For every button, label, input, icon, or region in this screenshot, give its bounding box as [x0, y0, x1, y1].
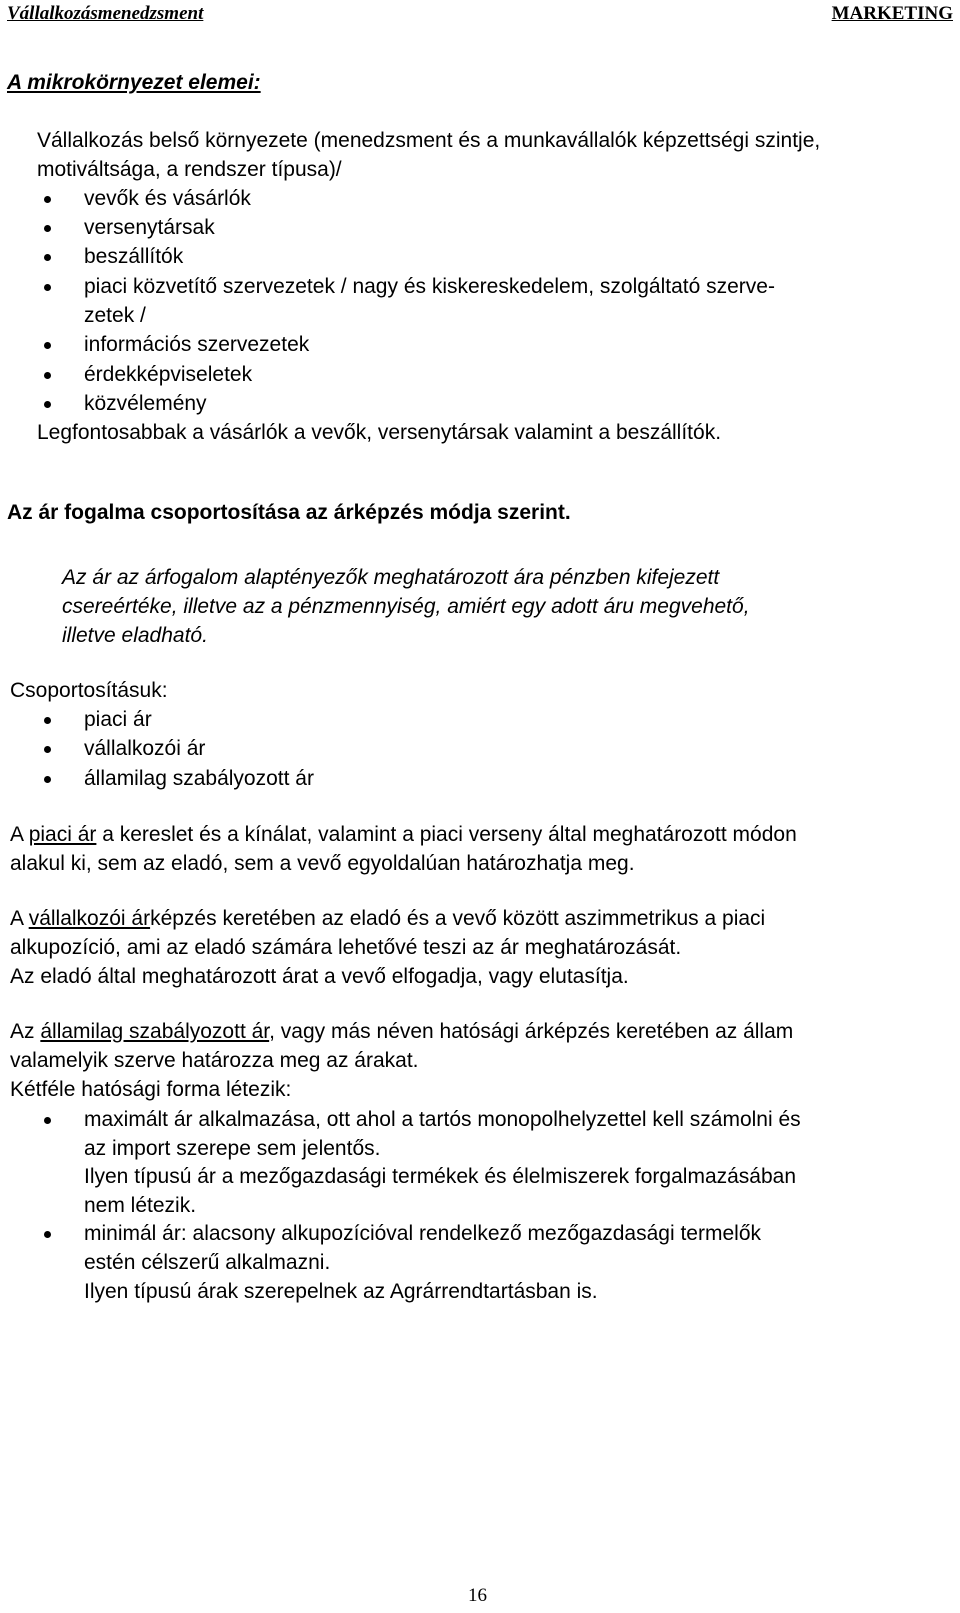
market-price-prefix: A	[10, 823, 29, 846]
form-item-line: maximált ár alkalmazása, ott ahol a tartós monopolhelyzettel kell számolni és	[84, 1108, 801, 1131]
group-item: államilag szabályozott ár	[84, 767, 314, 790]
group-item: vállalkozói ár	[84, 737, 206, 760]
market-price-line-2: alakul ki, sem az eladó, sem a vevő egyoldalúan határozhatja meg.	[10, 852, 635, 875]
form-item-line: az import szerepe sem jelentős.	[84, 1137, 381, 1160]
enterprise-price-term: vállalkozói ár	[28, 907, 151, 930]
micro-item: beszállítók	[84, 245, 184, 268]
bullet-icon	[44, 342, 51, 349]
form-item-line: nem létezik.	[84, 1194, 197, 1217]
price-definition-line-1: Az ár az árfogalom alaptényezők meghatározott ára pénzben kifejezett	[62, 566, 720, 589]
bullet-icon	[44, 1231, 51, 1238]
form-item-line: estén célszerű alkalmazni.	[84, 1251, 331, 1274]
form-item-line: minimál ár: alacsony alkupozícióval rendelkező mezőgazdasági termelők	[84, 1222, 761, 1245]
micro-intro-line-2: motiváltsága, a rendszer típusa)/	[37, 158, 342, 181]
micro-item-continuation: zetek /	[84, 304, 146, 327]
page-number: 16	[468, 1585, 487, 1606]
bullet-icon	[44, 717, 51, 724]
groups-label: Csoportosításuk:	[10, 679, 168, 702]
micro-item: érdekképviseletek	[84, 363, 253, 386]
micro-conclusion: Legfontosabbak a vásárlók a vevők, versenytársak valamint a beszállítók.	[37, 421, 722, 444]
bullet-icon	[44, 746, 51, 753]
section-heading-price: Az ár fogalma csoportosítása az árképzés módja szerint.	[7, 501, 571, 524]
bullet-icon	[44, 196, 51, 203]
forms-label: Kétféle hatósági forma létezik:	[10, 1078, 292, 1101]
section-heading-micro: A mikrokörnyezet elemei:	[7, 71, 261, 94]
enterprise-price-prefix: A	[10, 907, 29, 930]
bullet-icon	[44, 1117, 51, 1124]
state-price-line-2: valamelyik szerve határozza meg az árakat.	[10, 1049, 419, 1072]
bullet-icon	[44, 401, 51, 408]
enterprise-price-line-3: Az eladó által meghatározott árat a vevő elfogadja, vagy elutasítja.	[10, 965, 629, 988]
price-definition-line-2: csereértéke, illetve az a pénzmennyiség, amiért egy adott áru megvehető,	[62, 595, 750, 618]
micro-item: piaci közvetítő szervezetek / nagy és kiskereskedelem, szolgáltató szerve-	[84, 275, 775, 298]
state-price-line-1	[10, 1017, 793, 1047]
running-header	[7, 3, 953, 29]
group-item: piaci ár	[84, 708, 152, 731]
state-price-rest: , vagy más néven hatósági árképzés keretében az állam	[269, 1020, 794, 1043]
micro-item: információs szervezetek	[84, 333, 310, 356]
micro-item: versenytársak	[84, 216, 215, 239]
micro-item: vevők és vásárlók	[84, 187, 251, 210]
market-price-rest: a kereslet és a kínálat, valamint a piaci verseny által meghatározott módon	[96, 823, 797, 846]
market-price-line-1	[10, 820, 797, 850]
enterprise-price-line-1	[10, 904, 765, 934]
bullet-icon	[44, 776, 51, 783]
bullet-icon	[44, 284, 51, 291]
market-price-term: piaci ár	[28, 823, 97, 846]
state-price-prefix: Az	[10, 1020, 41, 1043]
header-left: Vállalkozásmenedzsment	[7, 3, 204, 24]
bullet-icon	[44, 254, 51, 261]
price-definition-line-3: illetve eladható.	[62, 624, 208, 647]
micro-intro-line-1: Vállalkozás belső környezete (menedzsment és a munkavállalók képzettségi szintje,	[37, 129, 821, 152]
state-price-term: államilag szabályozott ár	[40, 1020, 270, 1043]
enterprise-price-rest: képzés keretében az eladó és a vevő között aszimmetrikus a piaci	[150, 907, 766, 930]
header-right: MARKETING	[831, 3, 953, 24]
bullet-icon	[44, 372, 51, 379]
form-item-line: Ilyen típusú árak szerepelnek az Agrárrendtartásban is.	[84, 1280, 598, 1303]
enterprise-price-line-2: alkupozíció, ami az eladó számára lehetővé teszi az ár meghatározását.	[10, 936, 682, 959]
bullet-icon	[44, 225, 51, 232]
form-item-line: Ilyen típusú ár a mezőgazdasági termékek és élelmiszerek forgalmazásában	[84, 1165, 797, 1188]
micro-item: közvélemény	[84, 392, 207, 415]
